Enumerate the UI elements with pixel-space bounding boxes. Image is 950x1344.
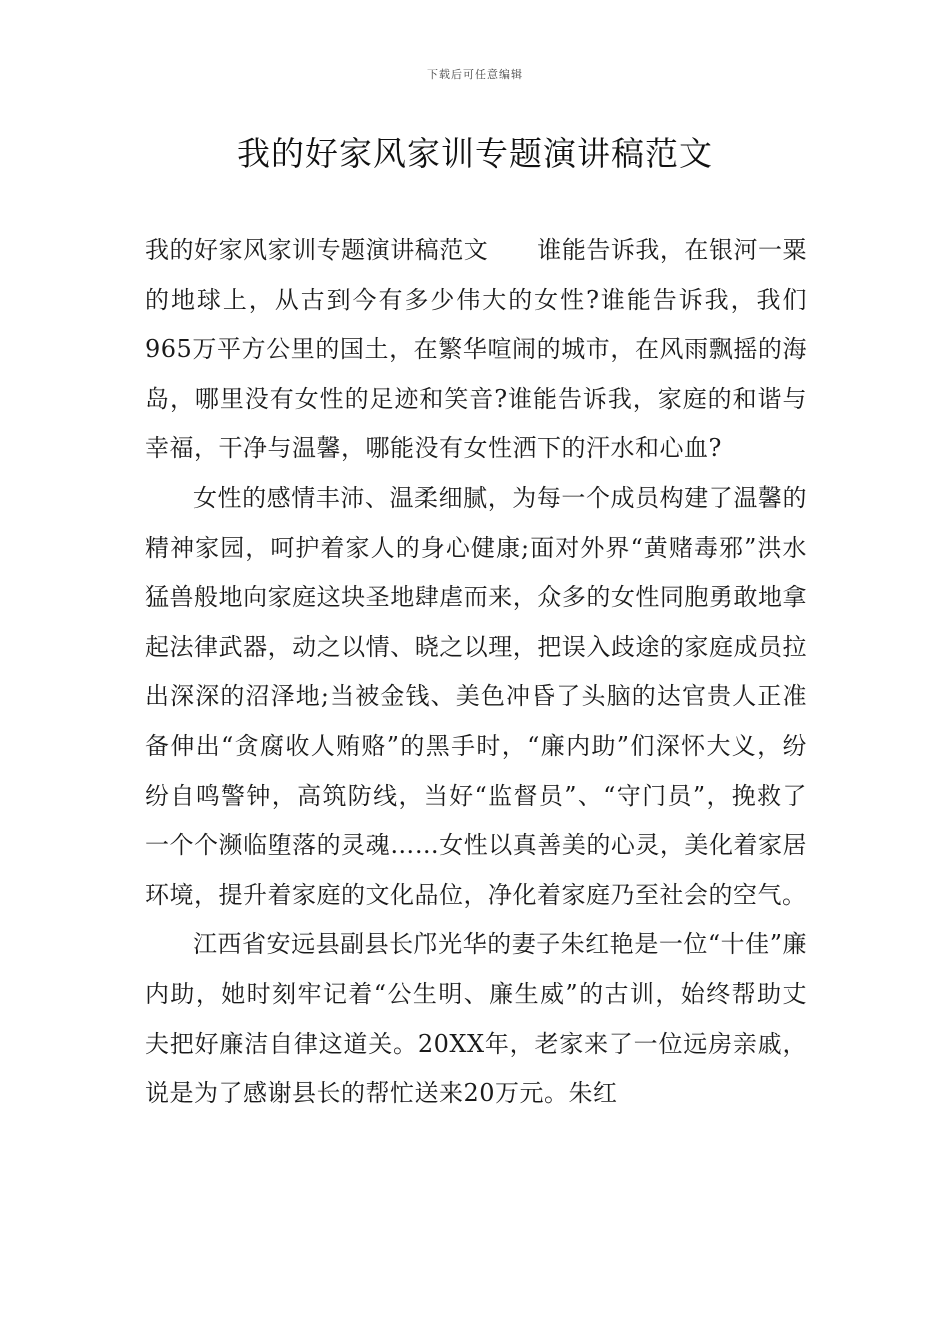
paragraph-1: 我的好家风家训专题演讲稿范文 谁能告诉我，在银河一粟的地球上，从古到今有多少伟大的女性?谁能告诉我，我们965万平方公里的国土，在繁华喧闹的城市，在风雨飘摇的海岛，哪里没有女性的足迹和笑音?谁能告诉我，家庭的和谐与幸福，干净与温馨，哪能没有女性洒下的汗水和心血? (145, 236, 807, 463)
document-body (145, 226, 807, 1119)
paragraph-2: 女性的感情丰沛、温柔细腻，为每一个成员构建了温馨的精神家园，呵护着家人的身心健康;面对外界“黄赌毒邪”洪水猛兽般地向家庭这块圣地肆虐而来，众多的女性同胞勇敢地拿起法律武器，动之以情、晓之以理，把误入歧途的家庭成员拉出深深的沼泽地;当被金钱、美色冲昏了头脑的达官贵人正准备伸出“贪腐收人贿赂”的黑手时，“廉内助”们深怀大义，纷纷自鸣警钟，高筑防线，当好“监督员”、“守门员”，挽救了一个个濒临堕落的灵魂……女性以真善美的心灵，美化着家居环境，提升着家庭的文化品位，净化着家庭乃至社会的空气。 (145, 483, 807, 909)
header-note: 下载后可任意编辑 (427, 68, 523, 81)
paragraph-3: 江西省安远县副县长邝光华的妻子朱红艳是一位“十佳”廉内助，她时刻牢记着“公生明、廉生威”的古训，始终帮助丈夫把好廉洁自律这道关。20XX年，老家来了一位远房亲戚，说是为了感谢县长的帮忙送来20万元。朱红 (145, 930, 807, 1108)
document-title: 我的好家风家训专题演讲稿范文 (237, 134, 713, 173)
